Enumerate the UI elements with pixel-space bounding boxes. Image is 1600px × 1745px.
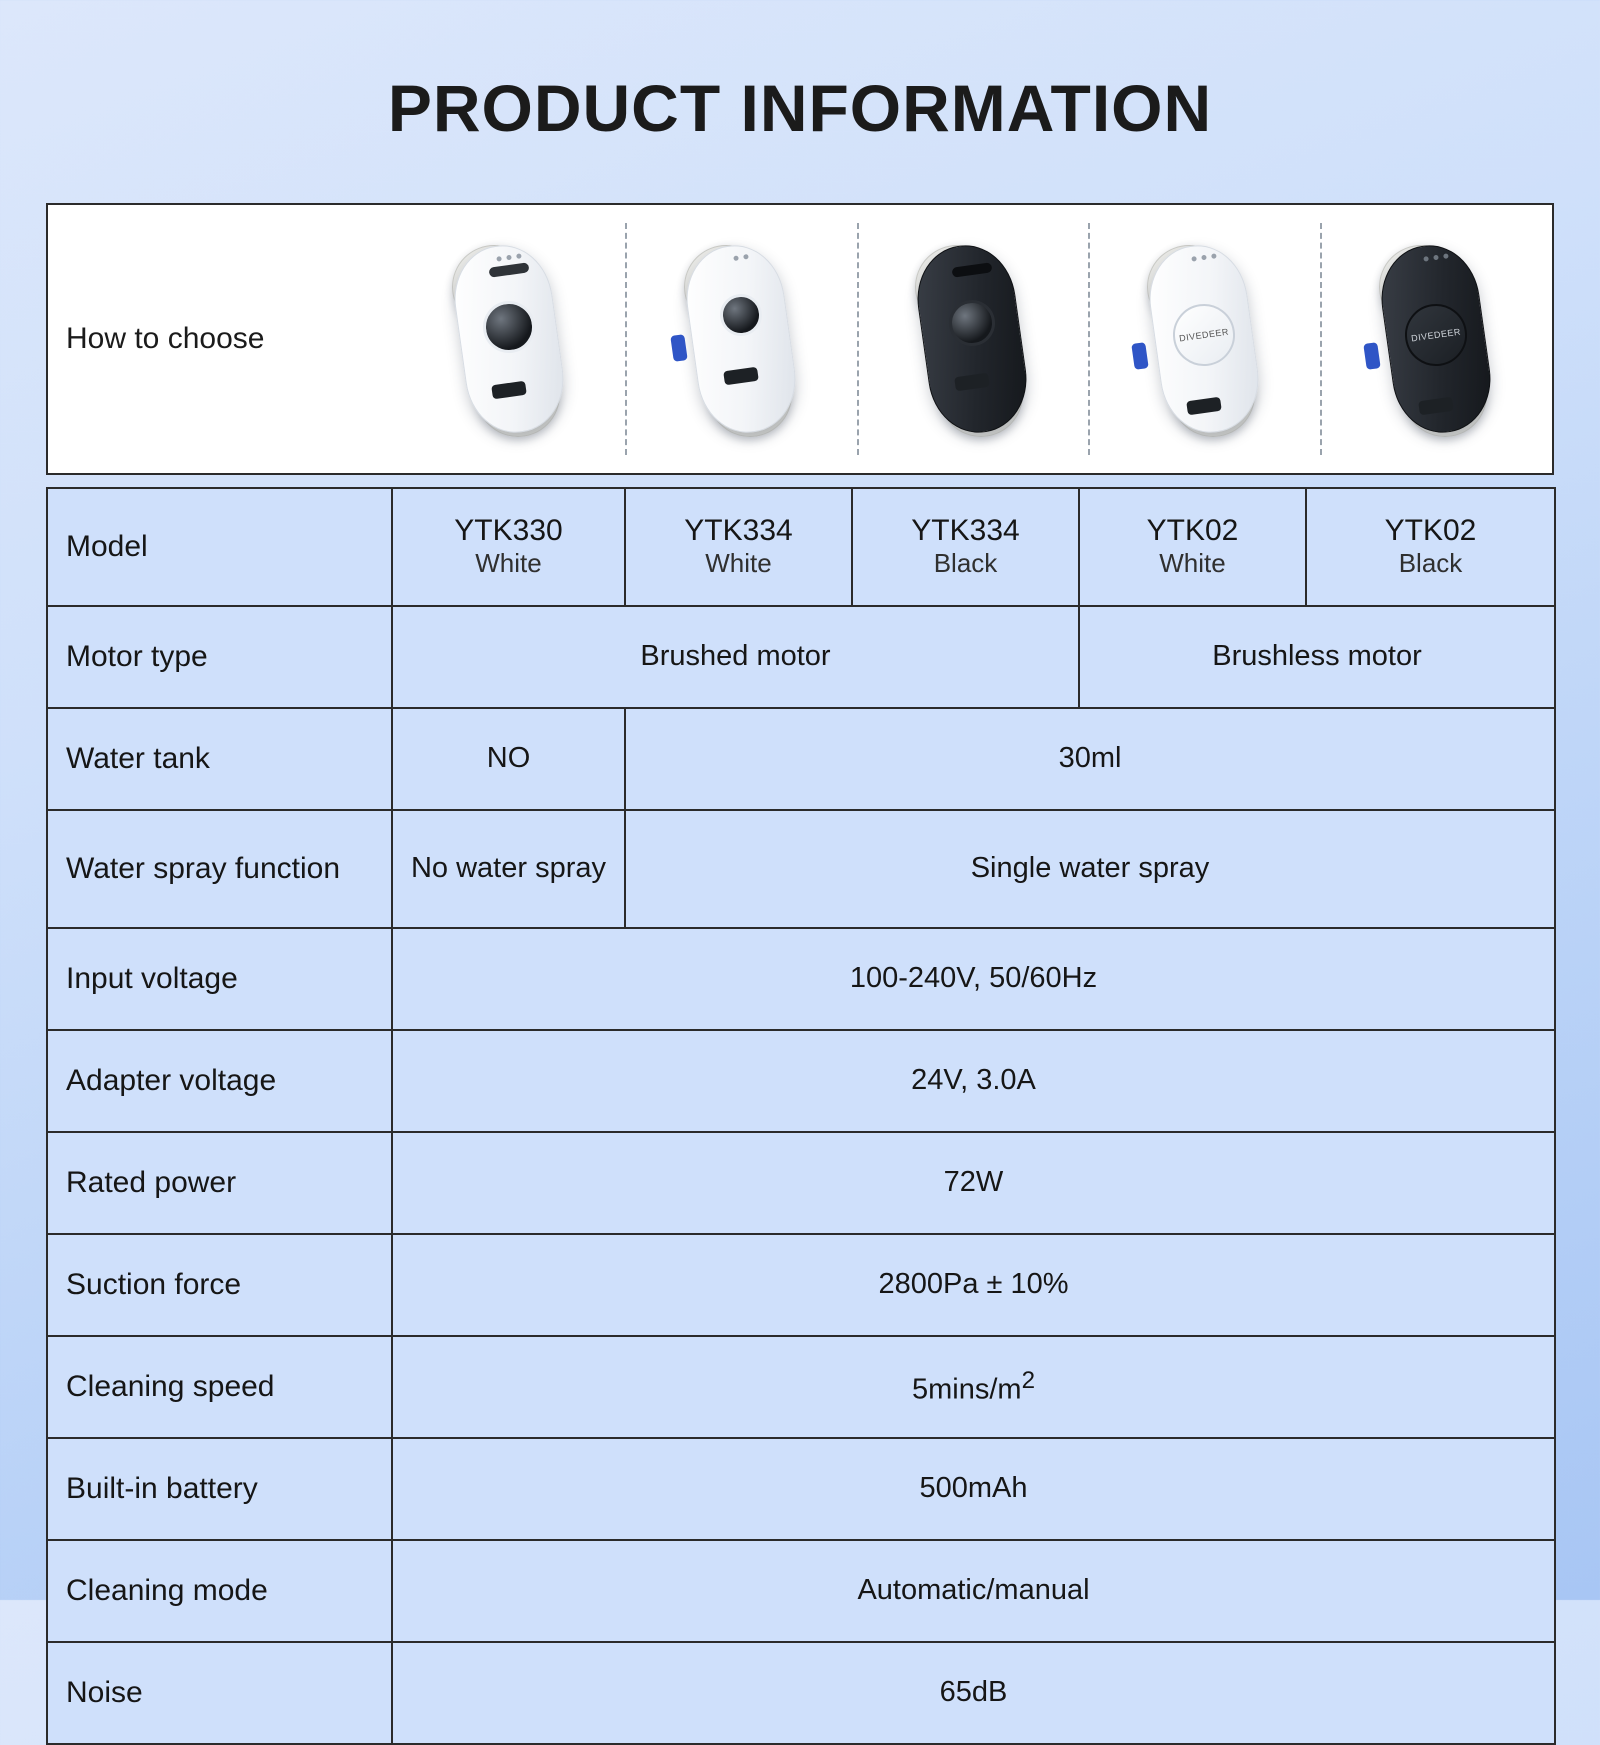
row-label-suction-force: Suction force xyxy=(47,1234,392,1336)
table-cell-adapter-voltage: 24V, 3.0A xyxy=(392,1030,1555,1132)
table-cell-input-voltage: 100-240V, 50/60Hz xyxy=(392,928,1555,1030)
table-cell-cleaning-speed xyxy=(392,1336,1555,1438)
row-label-water-spray: Water spray function xyxy=(47,810,392,928)
table-cell-model-3 xyxy=(852,488,1079,606)
table-cell-model-5 xyxy=(1306,488,1555,606)
table-cell-model-2 xyxy=(625,488,852,606)
table-row-suction-force xyxy=(47,1234,1555,1336)
cleaning-speed-value: 5mins/m xyxy=(911,1373,1022,1406)
robot-window-cleaner-icon xyxy=(1361,239,1511,439)
row-label-water-tank: Water tank xyxy=(47,708,392,810)
robot-window-cleaner-icon xyxy=(1129,239,1279,439)
table-cell-water-spray-none: No water spray xyxy=(392,810,625,928)
product-image-cell-ytk02-black xyxy=(1320,205,1552,473)
brand-knob-label: DIVEDEER xyxy=(1401,300,1471,370)
table-row-rated-power xyxy=(47,1132,1555,1234)
table-cell-water-tank-capacity: 30ml xyxy=(625,708,1555,810)
product-image-cell-ytk330-white xyxy=(393,205,625,473)
cleaning-speed-exponent: 2 xyxy=(1021,1366,1035,1394)
table-row-cleaning-speed xyxy=(47,1336,1555,1438)
brand-knob-label: DIVEDEER xyxy=(1169,300,1239,370)
model-name: YTK334 xyxy=(684,513,793,547)
model-color: White xyxy=(1159,548,1226,579)
model-color: Black xyxy=(933,548,998,579)
table-row-input-voltage xyxy=(47,928,1555,1030)
product-image-cell-ytk02-white xyxy=(1088,205,1320,473)
robot-window-cleaner-icon xyxy=(434,239,584,439)
model-name: YTK02 xyxy=(1146,513,1239,547)
table-cell-battery: 500mAh xyxy=(392,1438,1555,1540)
how-to-choose-label: How to choose xyxy=(66,321,265,355)
model-color: White xyxy=(475,548,542,579)
robot-window-cleaner-icon xyxy=(666,239,816,439)
how-to-choose-row xyxy=(46,203,1554,475)
row-label-model: Model xyxy=(47,488,392,606)
table-row-battery xyxy=(47,1438,1555,1540)
table-row-water-tank xyxy=(47,708,1555,810)
table-row-motor-type xyxy=(47,606,1555,708)
table-row-model xyxy=(47,488,1555,606)
table-cell-suction-force: 2800Pa ± 10% xyxy=(392,1234,1555,1336)
table-row-cleaning-mode xyxy=(47,1540,1555,1642)
table-row-water-spray xyxy=(47,810,1555,928)
table-row-noise xyxy=(47,1642,1555,1744)
row-label-cleaning-speed: Cleaning speed xyxy=(47,1336,392,1438)
table-cell-cleaning-mode: Automatic/manual xyxy=(392,1540,1555,1642)
table-cell-water-spray-single: Single water spray xyxy=(625,810,1555,928)
row-label-noise: Noise xyxy=(47,1642,392,1744)
page-title: PRODUCT INFORMATION xyxy=(387,71,1213,145)
table-cell-rated-power: 72W xyxy=(392,1132,1555,1234)
table-row-adapter-voltage xyxy=(47,1030,1555,1132)
row-label-adapter-voltage: Adapter voltage xyxy=(47,1030,392,1132)
table-cell-model-1 xyxy=(392,488,625,606)
row-label-rated-power: Rated power xyxy=(47,1132,392,1234)
product-image-cell-ytk334-black xyxy=(857,205,1089,473)
model-name: YTK330 xyxy=(454,513,563,547)
table-cell-water-tank-none: NO xyxy=(392,708,625,810)
product-image-cells xyxy=(393,205,1552,473)
model-name: YTK334 xyxy=(911,513,1020,547)
row-label-motor-type: Motor type xyxy=(47,606,392,708)
row-label-input-voltage: Input voltage xyxy=(47,928,392,1030)
row-label-battery: Built-in battery xyxy=(47,1438,392,1540)
model-color: Black xyxy=(1398,548,1463,579)
table-cell-brushed-motor: Brushed motor xyxy=(392,606,1079,708)
table-cell-brushless-motor: Brushless motor xyxy=(1079,606,1555,708)
model-color: White xyxy=(705,548,772,579)
table-cell-model-4 xyxy=(1079,488,1306,606)
specification-table xyxy=(46,487,1556,1745)
table-cell-noise: 65dB xyxy=(392,1642,1555,1744)
row-label-cleaning-mode: Cleaning mode xyxy=(47,1540,392,1642)
model-name: YTK02 xyxy=(1384,513,1477,547)
product-image-cell-ytk334-white xyxy=(625,205,857,473)
robot-window-cleaner-icon xyxy=(897,239,1047,439)
